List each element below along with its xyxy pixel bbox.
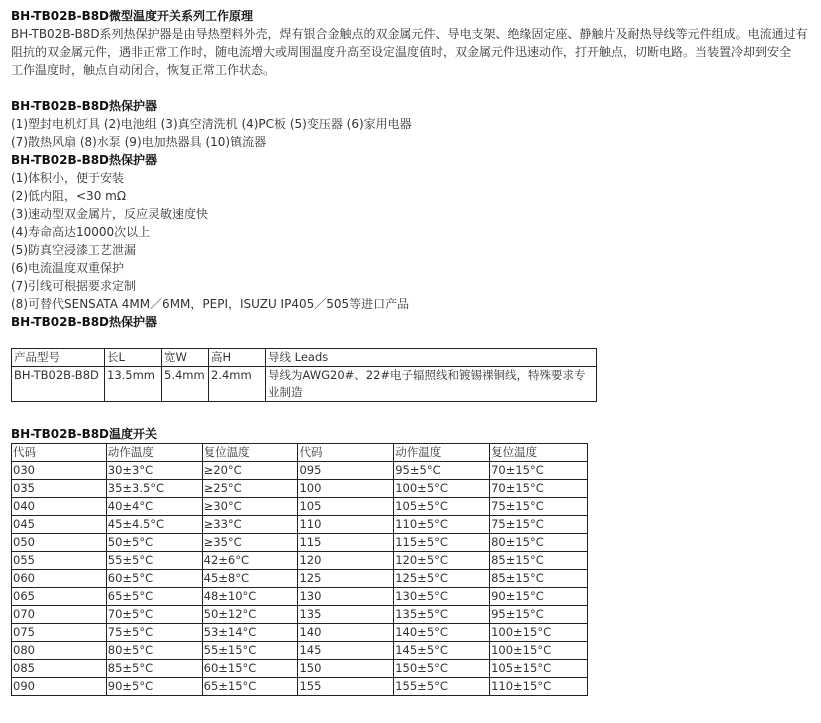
cell: 125 <box>298 570 394 588</box>
cell: 35±3.5°C <box>106 480 202 498</box>
cell: ≥33°C <box>202 516 298 534</box>
cell: 70±15°C <box>490 480 588 498</box>
principle-line: 阻抗的双金属元件，遇非正常工作时，随电流增大或周围温度升高至设定温度值时，双金属元件迅速动作，打开触点，切断电路。当装置冷却到安全 <box>11 45 792 59</box>
header-cell: 动作温度 <box>106 444 202 462</box>
cell: 145 <box>298 642 394 660</box>
cell: 130 <box>298 588 394 606</box>
table-row <box>12 588 588 606</box>
applications-list <box>11 115 412 151</box>
cell: 100 <box>298 480 394 498</box>
cell: 030 <box>12 462 107 480</box>
cell: 095 <box>298 462 394 480</box>
feature-item: (4)寿命高达10000次以上 <box>11 225 151 239</box>
cell: 110±15°C <box>490 678 588 696</box>
table-row <box>12 534 588 552</box>
table-row <box>12 678 588 696</box>
switch-table-body <box>12 444 588 696</box>
table-header-row <box>12 444 588 462</box>
cell: ≥30°C <box>202 498 298 516</box>
cell: 150 <box>298 660 394 678</box>
cell: 60±5°C <box>106 570 202 588</box>
principle-title: BH-TB02B-B8D微型温度开关系列工作原理 <box>11 9 254 23</box>
header-cell: 高H <box>209 349 266 367</box>
cell: 50±5°C <box>106 534 202 552</box>
cell: 100±15°C <box>490 624 588 642</box>
feature-item: (1)体积小，便于安装 <box>11 171 124 185</box>
cell: 75±15°C <box>490 498 588 516</box>
switch-table-title: BH-TB02B-B8D温度开关 <box>11 427 158 441</box>
header-cell: 复位温度 <box>202 444 298 462</box>
cell: 50±12°C <box>202 606 298 624</box>
cell: 55±5°C <box>106 552 202 570</box>
table-row <box>12 624 588 642</box>
feature-item: (6)电流温度双重保护 <box>11 261 124 275</box>
feature-item: (5)防真空浸漆工艺泄漏 <box>11 243 136 257</box>
cell: 065 <box>12 588 107 606</box>
cell: 65±5°C <box>106 588 202 606</box>
cell: 30±3°C <box>106 462 202 480</box>
header-cell: 代码 <box>12 444 107 462</box>
table-row <box>12 498 588 516</box>
header-cell: 导线 Leads <box>266 349 597 367</box>
cell: 135±5°C <box>394 606 490 624</box>
feature-item: (3)速动型双金属片，反应灵敏速度快 <box>11 207 208 221</box>
table-row <box>12 570 588 588</box>
cell: 85±15°C <box>490 552 588 570</box>
table-header-row <box>12 349 597 367</box>
cell: 85±15°C <box>490 570 588 588</box>
applications-line: (1)塑封电机灯具 (2)电池组 (3)真空清洗机 (4)PC板 (5)变压器 (6)家用电器 <box>11 117 412 131</box>
cell: 65±15°C <box>202 678 298 696</box>
table-row <box>12 480 588 498</box>
cell: 115±5°C <box>394 534 490 552</box>
features-list <box>11 169 409 313</box>
cell: 5.4mm <box>162 367 209 402</box>
cell: 085 <box>12 660 107 678</box>
cell: ≥35°C <box>202 534 298 552</box>
header-cell: 代码 <box>298 444 394 462</box>
header-cell: 动作温度 <box>394 444 490 462</box>
cell: 45±4.5°C <box>106 516 202 534</box>
cell: 60±15°C <box>202 660 298 678</box>
cell: ≥25°C <box>202 480 298 498</box>
cell: 110±5°C <box>394 516 490 534</box>
cell: ≥20°C <box>202 462 298 480</box>
features-title: BH-TB02B-B8D热保护器 <box>11 153 158 167</box>
feature-item: (7)引线可根据要求定制 <box>11 279 136 293</box>
cell: 95±5°C <box>394 462 490 480</box>
cell: 155±5°C <box>394 678 490 696</box>
principle-line: 工作温度时，触点自动闭合，恢复正常工作状态。 <box>11 63 276 77</box>
table-row <box>12 516 588 534</box>
table-row <box>12 462 588 480</box>
cell: 80±15°C <box>490 534 588 552</box>
cell: 53±14°C <box>202 624 298 642</box>
cell: 060 <box>12 570 107 588</box>
cell: 90±15°C <box>490 588 588 606</box>
cell: 70±5°C <box>106 606 202 624</box>
cell: 42±6°C <box>202 552 298 570</box>
cell: 135 <box>298 606 394 624</box>
cell: 70±15°C <box>490 462 588 480</box>
cell: 040 <box>12 498 107 516</box>
cell: 105 <box>298 498 394 516</box>
header-cell: 长L <box>105 349 162 367</box>
header-cell: 宽W <box>162 349 209 367</box>
applications-line: (7)散热风扇 (8)水泵 (9)电加热器具 (10)镇流器 <box>11 135 267 149</box>
cell: 120 <box>298 552 394 570</box>
header-cell: 复位温度 <box>490 444 588 462</box>
table-row <box>12 642 588 660</box>
cell: 13.5mm <box>105 367 162 402</box>
cell: 40±4°C <box>106 498 202 516</box>
cell: 045 <box>12 516 107 534</box>
cell: 105±15°C <box>490 660 588 678</box>
cell: 100±15°C <box>490 642 588 660</box>
cell: 070 <box>12 606 107 624</box>
cell: 140±5°C <box>394 624 490 642</box>
cell: 80±5°C <box>106 642 202 660</box>
cell: 导线为AWG20#、22#电子辐照线和镀锡裸铜线，特殊要求专业制造 <box>266 367 597 402</box>
principle-line: BH-TB02B-B8D系列热保护器是由导热塑料外壳，焊有银合金触点的双金属元件、导电支架、绝缘固定座、静触片及耐热导线等元件组成。电流通过有 <box>11 27 808 41</box>
table-row <box>12 367 597 402</box>
dimensions-table <box>11 348 597 402</box>
cell: 85±5°C <box>106 660 202 678</box>
cell: 150±5°C <box>394 660 490 678</box>
cell: 120±5°C <box>394 552 490 570</box>
dimensions-title: BH-TB02B-B8D热保护器 <box>11 315 158 329</box>
cell: 75±5°C <box>106 624 202 642</box>
cell: 100±5°C <box>394 480 490 498</box>
applications-title: BH-TB02B-B8D热保护器 <box>11 99 158 113</box>
cell: 155 <box>298 678 394 696</box>
cell: 130±5°C <box>394 588 490 606</box>
cell: 95±15°C <box>490 606 588 624</box>
feature-item: (2)低内阻，<30 mΩ <box>11 189 126 203</box>
cell: 090 <box>12 678 107 696</box>
cell: 55±15°C <box>202 642 298 660</box>
cell: 140 <box>298 624 394 642</box>
cell: 075 <box>12 624 107 642</box>
cell: 48±10°C <box>202 588 298 606</box>
cell: 055 <box>12 552 107 570</box>
cell: 115 <box>298 534 394 552</box>
cell: 45±8°C <box>202 570 298 588</box>
cell: 050 <box>12 534 107 552</box>
table-row <box>12 552 588 570</box>
cell: 125±5°C <box>394 570 490 588</box>
cell: 035 <box>12 480 107 498</box>
cell: 75±15°C <box>490 516 588 534</box>
cell: 105±5°C <box>394 498 490 516</box>
table-row <box>12 606 588 624</box>
cell: 90±5°C <box>106 678 202 696</box>
cell: 2.4mm <box>209 367 266 402</box>
feature-item: (8)可替代SENSATA 4MM／6MM，PEPI，ISUZU IP405／505等进口产品 <box>11 297 410 311</box>
cell: 080 <box>12 642 107 660</box>
header-cell: 产品型号 <box>12 349 105 367</box>
cell: 145±5°C <box>394 642 490 660</box>
principle-paragraph <box>11 25 816 79</box>
cell: 110 <box>298 516 394 534</box>
cell: BH-TB02B-B8D <box>12 367 105 402</box>
switch-table <box>11 443 588 696</box>
table-row <box>12 660 588 678</box>
